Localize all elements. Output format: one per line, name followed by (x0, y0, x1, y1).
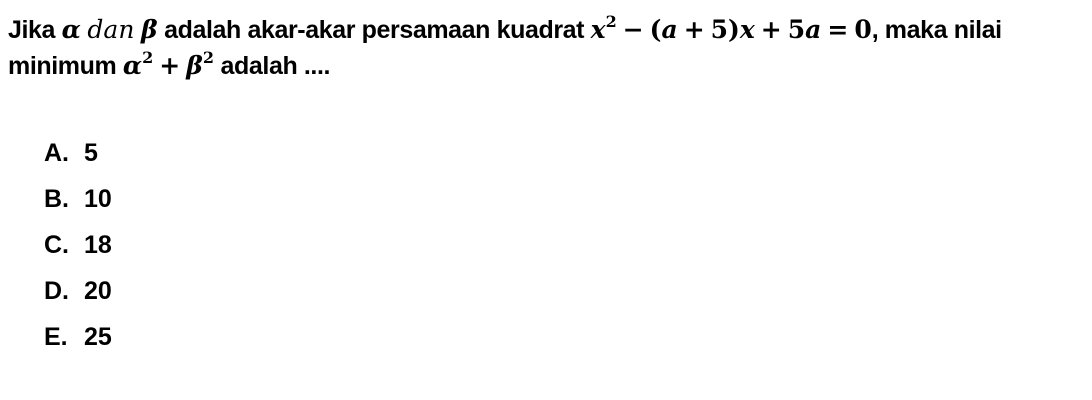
eq-plus: + (683, 15, 705, 44)
eq-exponent: 2 (605, 12, 617, 31)
eq-equals: = (827, 15, 849, 44)
option-value: 25 (84, 323, 112, 351)
eq-x-linear: x (739, 15, 755, 44)
eq-open-paren: ( (649, 15, 662, 44)
eq-minus: − (622, 15, 644, 44)
question-text (8, 12, 1078, 84)
option-d[interactable] (44, 273, 112, 319)
option-letter: B. (44, 185, 69, 213)
option-a[interactable] (44, 135, 112, 181)
answer-options (44, 135, 112, 365)
eq-five: 5 (787, 15, 806, 44)
option-value: 20 (84, 277, 112, 305)
option-letter: E. (44, 323, 68, 351)
text-roots: adalah akar-akar persamaan kuadrat (164, 16, 585, 44)
option-value: 10 (84, 185, 112, 213)
option-letter: C. (44, 231, 69, 259)
sum-of-squares (122, 48, 214, 80)
option-value: 18 (84, 231, 112, 259)
expr-alpha: α (122, 51, 143, 80)
expr-beta: β (186, 51, 203, 80)
beta-symbol: β (140, 15, 158, 44)
option-b[interactable] (44, 181, 112, 227)
word-jika: Jika (8, 16, 56, 44)
option-letter: D. (44, 277, 69, 305)
eq-a-2: a (805, 15, 822, 44)
question-line-1 (8, 12, 1078, 48)
option-c[interactable] (44, 227, 112, 273)
alpha-symbol: α (61, 15, 81, 44)
quadratic-equation (590, 12, 872, 44)
eq-zero: 0 (854, 15, 872, 44)
option-value: 5 (84, 139, 98, 167)
eq-a: a (661, 15, 678, 44)
eq-five-close: 5) (710, 15, 740, 44)
expr-exponent-1: 2 (142, 48, 154, 67)
expr-exponent-2: 2 (202, 48, 214, 67)
text-ending: adalah .... (220, 52, 331, 80)
option-e[interactable] (44, 319, 112, 365)
question-line-2 (8, 48, 1078, 84)
option-letter: A. (44, 139, 69, 167)
word-dan: dan (87, 15, 135, 44)
eq-plus-2: + (760, 15, 782, 44)
text-minimum: minimum (8, 52, 117, 80)
eq-x: x (590, 15, 606, 44)
text-then: , maka nilai (871, 16, 1002, 44)
expr-plus: + (159, 51, 181, 80)
